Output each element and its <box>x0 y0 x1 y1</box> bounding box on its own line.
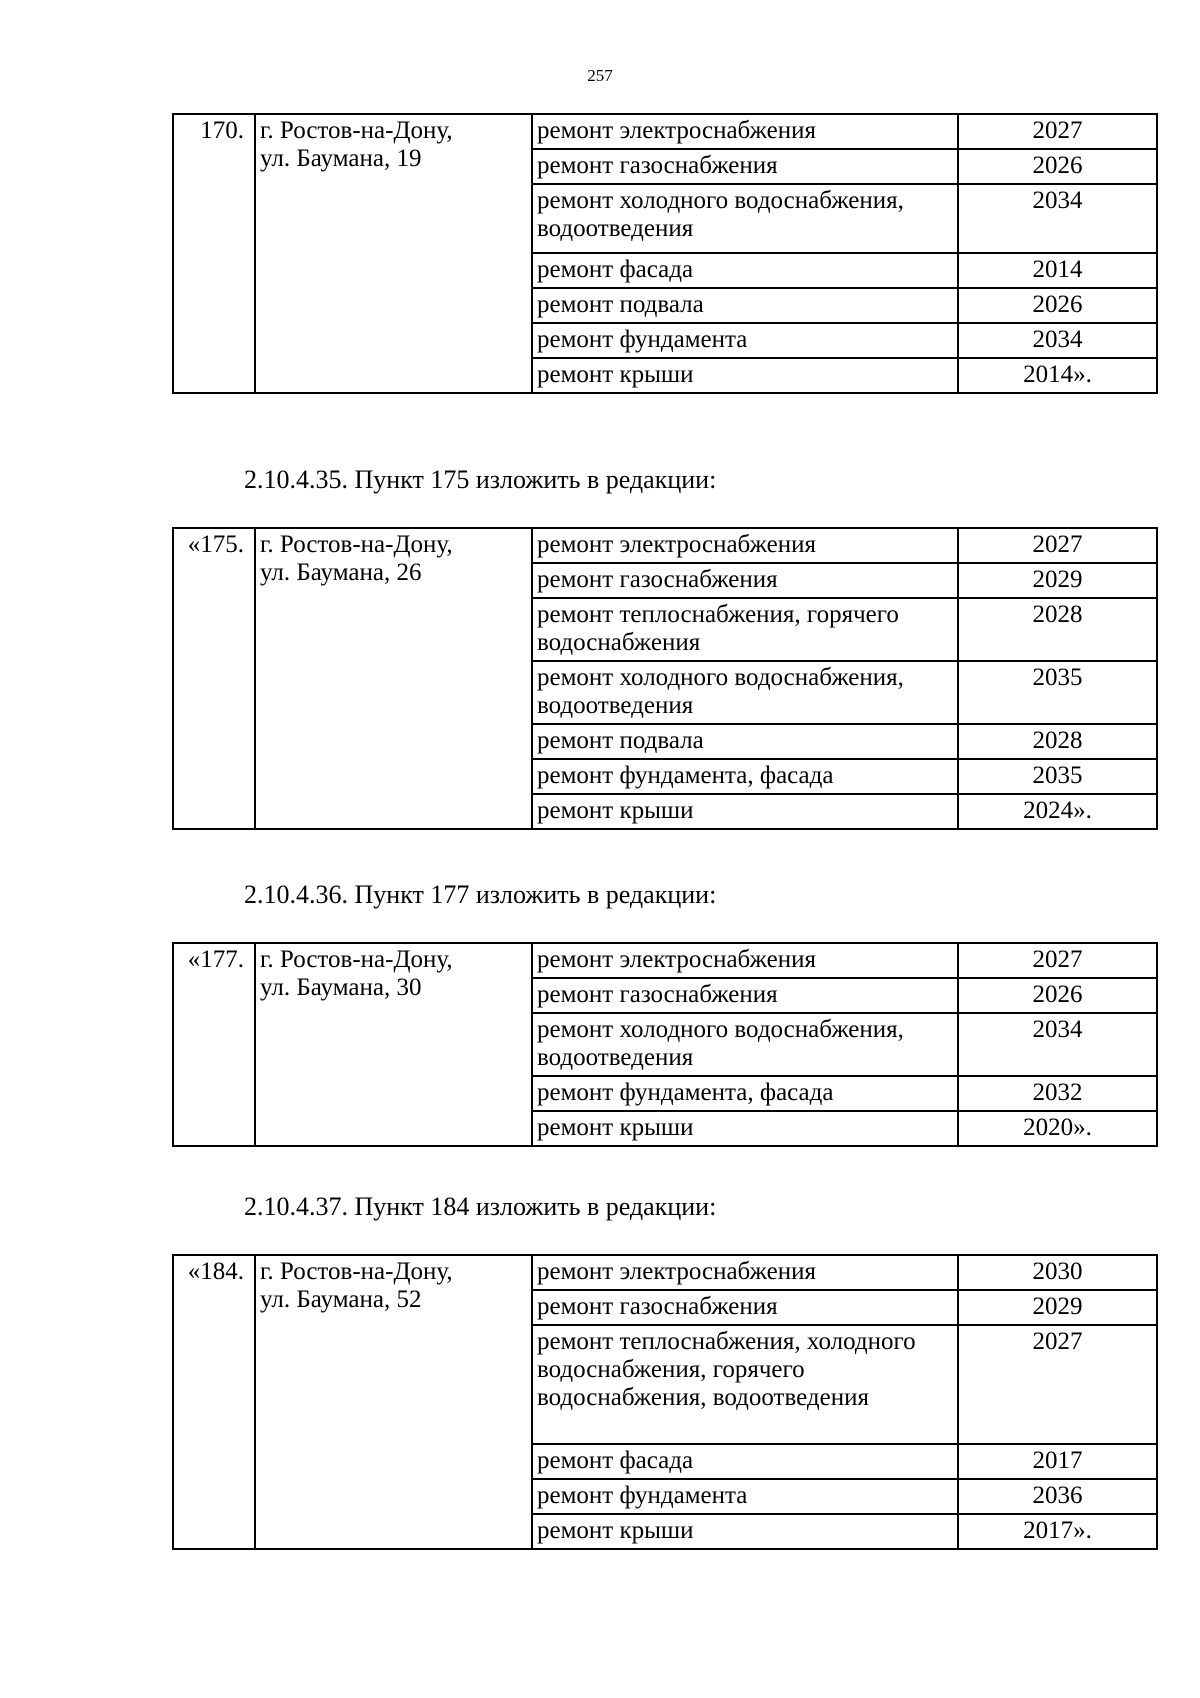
work-name: ремонт электроснабжения <box>532 943 958 978</box>
work-name: ремонт крыши <box>532 1111 958 1146</box>
item-address <box>255 114 532 393</box>
item-address <box>255 943 532 1146</box>
work-name: ремонт подвала <box>532 288 958 323</box>
work-name: ремонт холодного водоснабжения, водоотведения <box>532 1013 958 1076</box>
works-table-184 <box>172 1254 1158 1550</box>
work-year: 2027 <box>958 943 1157 978</box>
work-year: 2014 <box>958 253 1157 288</box>
work-name: ремонт газоснабжения <box>532 1290 958 1325</box>
work-year: 2028 <box>958 598 1157 661</box>
work-year: 2036 <box>958 1479 1157 1514</box>
work-year: 2017 <box>958 1444 1157 1479</box>
address-city: г. Ростов-на-Дону, <box>260 117 453 144</box>
item-number: «177. <box>173 943 255 1146</box>
work-name: ремонт фасада <box>532 1444 958 1479</box>
work-year: 2020». <box>958 1111 1157 1146</box>
table-row <box>173 1255 1157 1290</box>
work-year: 2034 <box>958 1013 1157 1076</box>
address-street: ул. Баумана, 26 <box>260 559 422 586</box>
item-number: «184. <box>173 1255 255 1549</box>
work-name: ремонт фундамента, фасада <box>532 1076 958 1111</box>
work-name: ремонт газоснабжения <box>532 149 958 184</box>
work-year: 2029 <box>958 1290 1157 1325</box>
work-year: 2030 <box>958 1255 1157 1290</box>
table-row <box>173 114 1157 149</box>
page-number: 257 <box>587 66 613 85</box>
table-row <box>173 943 1157 978</box>
work-year: 2032 <box>958 1076 1157 1111</box>
work-year: 2027 <box>958 114 1157 149</box>
work-year: 2029 <box>958 563 1157 598</box>
work-name: ремонт подвала <box>532 724 958 759</box>
address-city: г. Ростов-на-Дону, <box>260 946 453 973</box>
work-year: 2027 <box>958 528 1157 563</box>
work-name: ремонт газоснабжения <box>532 978 958 1013</box>
work-name: ремонт электроснабжения <box>532 114 958 149</box>
item-address <box>255 528 532 829</box>
address-street: ул. Баумана, 30 <box>260 974 422 1001</box>
works-table-177 <box>172 942 1158 1147</box>
amendment-heading-175: 2.10.4.35. Пункт 175 изложить в редакции: <box>244 465 717 494</box>
address-street: ул. Баумана, 19 <box>260 145 422 172</box>
table-row <box>173 528 1157 563</box>
work-year: 2026 <box>958 288 1157 323</box>
work-year: 2017». <box>958 1514 1157 1549</box>
work-year: 2026 <box>958 149 1157 184</box>
address-city: г. Ростов-на-Дону, <box>260 531 453 558</box>
work-name: ремонт фундамента, фасада <box>532 759 958 794</box>
work-year: 2027 <box>958 1325 1157 1444</box>
work-year: 2026 <box>958 978 1157 1013</box>
work-name: ремонт холодного водоснабжения, водоотведения <box>532 184 958 253</box>
work-name: ремонт фундамента <box>532 323 958 358</box>
work-name: ремонт крыши <box>532 358 958 393</box>
work-year: 2024». <box>958 794 1157 829</box>
work-year: 2034 <box>958 323 1157 358</box>
work-name: ремонт теплоснабжения, горячего водоснабжения <box>532 598 958 661</box>
works-table-170 <box>172 113 1158 394</box>
amendment-heading-184: 2.10.4.37. Пункт 184 изложить в редакции: <box>244 1192 717 1221</box>
item-address <box>255 1255 532 1549</box>
work-year: 2035 <box>958 661 1157 724</box>
work-name: ремонт крыши <box>532 794 958 829</box>
work-name: ремонт холодного водоснабжения, водоотведения <box>532 661 958 724</box>
work-name: ремонт фасада <box>532 253 958 288</box>
amendment-heading-177: 2.10.4.36. Пункт 177 изложить в редакции: <box>244 880 717 909</box>
address-city: г. Ростов-на-Дону, <box>260 1258 453 1285</box>
work-year: 2035 <box>958 759 1157 794</box>
work-name: ремонт газоснабжения <box>532 563 958 598</box>
work-name: ремонт крыши <box>532 1514 958 1549</box>
work-name: ремонт фундамента <box>532 1479 958 1514</box>
item-number: «175. <box>173 528 255 829</box>
item-number: 170. <box>173 114 255 393</box>
work-year: 2014». <box>958 358 1157 393</box>
work-name: ремонт электроснабжения <box>532 528 958 563</box>
works-table-175 <box>172 527 1158 830</box>
work-name: ремонт теплоснабжения, холодного водоснабжения, горячего водоснабжения, водоотведения <box>532 1325 958 1444</box>
work-year: 2034 <box>958 184 1157 253</box>
work-name: ремонт электроснабжения <box>532 1255 958 1290</box>
address-street: ул. Баумана, 52 <box>260 1286 422 1313</box>
work-year: 2028 <box>958 724 1157 759</box>
